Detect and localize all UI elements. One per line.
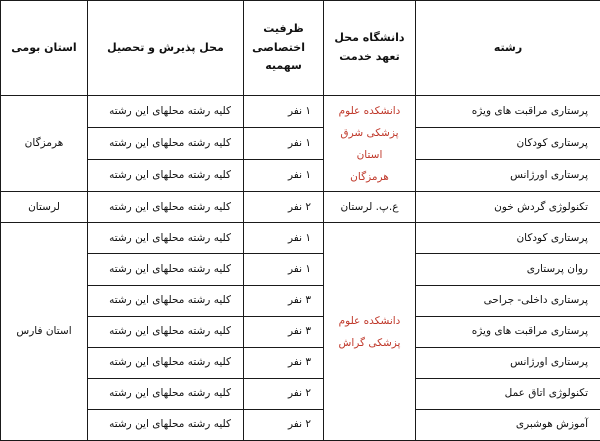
table-row — [1, 254, 600, 285]
table-row — [1, 347, 600, 378]
header-province: استان بومی — [1, 1, 88, 96]
table-body — [1, 96, 600, 441]
cell-major: پرستاری کودکان — [416, 223, 600, 254]
cell-admission: کلیه رشته محلهای این رشته — [88, 192, 244, 223]
cell-capacity: ۲ نفر — [244, 192, 324, 223]
cell-university: ع.پ. لرستان — [324, 192, 416, 223]
cell-admission: کلیه رشته محلهای این رشته — [88, 128, 244, 160]
table-row — [1, 160, 600, 192]
table-row — [1, 223, 600, 254]
cell-university: دانشکده علوم پزشکی شرق استان هرمزگان — [324, 96, 416, 192]
cell-major: پرستاری کودکان — [416, 128, 600, 160]
table-row — [1, 285, 600, 316]
cell-admission: کلیه رشته محلهای این رشته — [88, 347, 244, 378]
cell-major: روان پرستاری — [416, 254, 600, 285]
header-major: رشته — [416, 1, 600, 96]
cell-admission: کلیه رشته محلهای این رشته — [88, 254, 244, 285]
table-row — [1, 128, 600, 160]
cell-admission: کلیه رشته محلهای این رشته — [88, 378, 244, 409]
cell-capacity: ۳ نفر — [244, 316, 324, 347]
table-row — [1, 316, 600, 347]
cell-province: هرمزگان — [1, 96, 88, 192]
cell-major: پرستاری مراقبت های ویژه — [416, 96, 600, 128]
cell-admission: کلیه رشته محلهای این رشته — [88, 409, 244, 440]
table-row — [1, 378, 600, 409]
cell-capacity: ۲ نفر — [244, 378, 324, 409]
cell-major: تکنولوژی گردش خون — [416, 192, 600, 223]
cell-major: پرستاری داخلی- جراحی — [416, 285, 600, 316]
cell-major: پرستاری اورژانس — [416, 347, 600, 378]
cell-admission: کلیه رشته محلهای این رشته — [88, 285, 244, 316]
cell-capacity: ۱ نفر — [244, 160, 324, 192]
table-row — [1, 409, 600, 440]
cell-university: دانشکده علوم پزشکی گراش — [324, 223, 416, 441]
cell-province: لرستان — [1, 192, 88, 223]
cell-major: پرستاری اورژانس — [416, 160, 600, 192]
table-row — [1, 192, 600, 223]
header-row — [1, 1, 600, 96]
cell-admission: کلیه رشته محلهای این رشته — [88, 160, 244, 192]
cell-capacity: ۱ نفر — [244, 96, 324, 128]
cell-major: پرستاری مراقبت های ویژه — [416, 316, 600, 347]
cell-capacity: ۱ نفر — [244, 254, 324, 285]
cell-capacity: ۳ نفر — [244, 347, 324, 378]
cell-capacity: ۳ نفر — [244, 285, 324, 316]
header-capacity: ظرفیت اختصاصی سهمیه — [244, 1, 324, 96]
cell-capacity: ۲ نفر — [244, 409, 324, 440]
cell-admission: کلیه رشته محلهای این رشته — [88, 223, 244, 254]
cell-province: استان فارس — [1, 223, 88, 441]
cell-capacity: ۱ نفر — [244, 128, 324, 160]
header-admission: محل پذیرش و تحصیل — [88, 1, 244, 96]
cell-major: آموزش هوشبری — [416, 409, 600, 440]
header-university: دانشگاه محل تعهد خدمت — [324, 1, 416, 96]
table-row — [1, 96, 600, 128]
cell-major: تکنولوژی اتاق عمل — [416, 378, 600, 409]
cell-admission: کلیه رشته محلهای این رشته — [88, 316, 244, 347]
cell-admission: کلیه رشته محلهای این رشته — [88, 96, 244, 128]
cell-capacity: ۱ نفر — [244, 223, 324, 254]
